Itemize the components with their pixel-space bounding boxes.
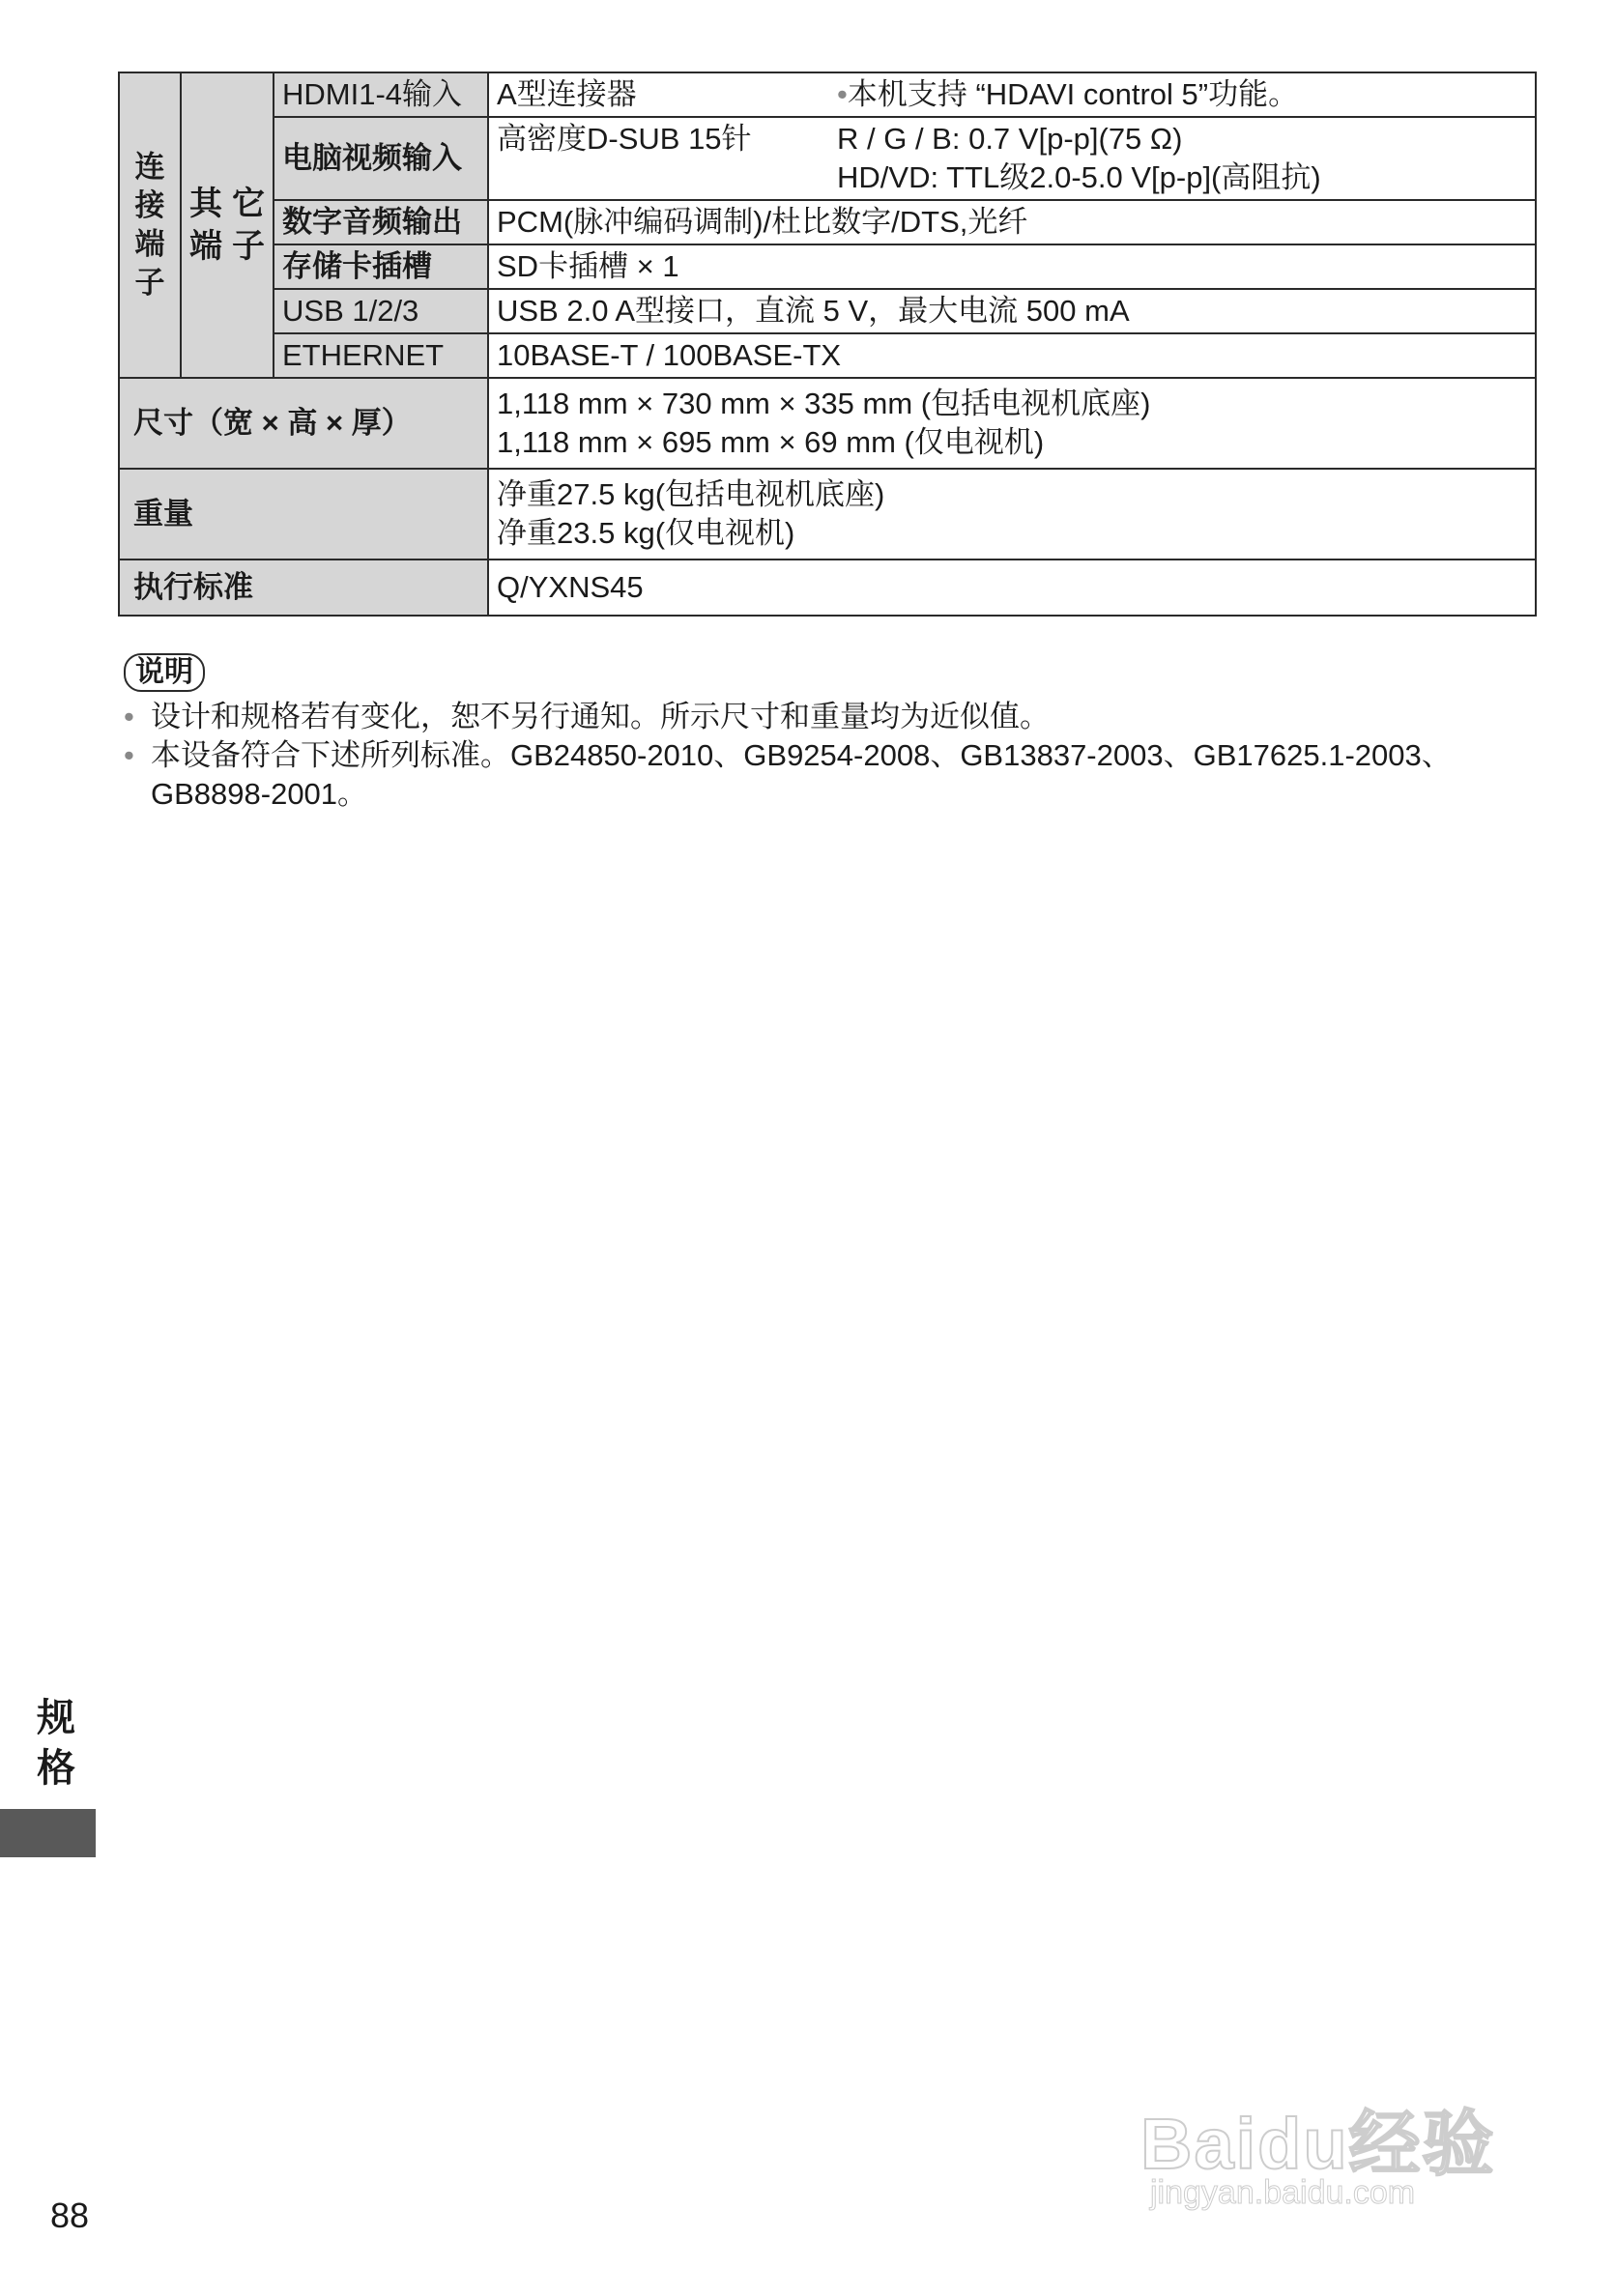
- note-text: 设计和规格若有变化，恕不另行通知。所示尺寸和重量均为近似值。: [151, 700, 1050, 733]
- table-row-usb: [119, 289, 1536, 333]
- table-row-dimensions: [119, 378, 1536, 469]
- hdmi-value: A型连接器: [497, 77, 637, 111]
- bullet-icon: •: [837, 77, 848, 111]
- group-label-char: 子: [134, 266, 165, 300]
- row-value-hdmi: [488, 72, 1536, 117]
- dimensions-line: 1,118 mm × 695 mm × 69 mm (仅电视机): [497, 425, 1045, 459]
- table-row-pc-input: [119, 117, 1536, 200]
- notes-section: [124, 652, 1535, 814]
- table-row-standard: [119, 560, 1536, 616]
- row-value-weight: [488, 469, 1536, 560]
- row-value-dimensions: [488, 378, 1536, 469]
- row-value-ethernet: 10BASE-T / 100BASE-TX: [488, 333, 1536, 378]
- subgroup-label-char: 它: [232, 186, 265, 222]
- subgroup-label-char: 其: [189, 186, 222, 222]
- section-tab-label: [29, 1693, 83, 1794]
- table-row-ethernet: [119, 333, 1536, 378]
- bullet-icon: •: [124, 738, 134, 772]
- row-label-hdmi: HDMI1-4输入: [274, 72, 488, 117]
- spec-table: [118, 72, 1537, 617]
- weight-line: 净重27.5 kg(包括电视机底座): [497, 477, 885, 511]
- group-label-char: 接: [134, 188, 165, 222]
- row-label-weight: 重量: [119, 469, 488, 560]
- row-label-ethernet: ETHERNET: [274, 333, 488, 378]
- row-label-dimensions: 尺寸（宽 × 高 × 厚）: [119, 378, 488, 469]
- pc-input-value: 高密度D-SUB 15针: [497, 122, 752, 156]
- subgroup-label-char: 端: [189, 228, 222, 265]
- row-value-usb: USB 2.0 A型接口，直流 5 V，最大电流 500 mA: [488, 289, 1536, 333]
- group-label-char: 连: [134, 150, 165, 184]
- table-row-weight: [119, 469, 1536, 560]
- watermark-url: jingyan.baidu.com: [1150, 2174, 1416, 2211]
- weight-line: 净重23.5 kg(仅电视机): [497, 516, 795, 550]
- subgroup-label-char: 子: [232, 228, 265, 265]
- subgroup-label-other: [181, 72, 274, 378]
- table-row-audio-out: [119, 200, 1536, 244]
- section-tab-bar: [0, 1809, 96, 1857]
- bullet-icon: •: [124, 700, 134, 733]
- pc-input-note: [837, 120, 1527, 197]
- row-label-usb: USB 1/2/3: [274, 289, 488, 333]
- table-row-hdmi: [119, 72, 1536, 117]
- page-number: 88: [50, 2196, 90, 2235]
- dimensions-line: 1,118 mm × 730 mm × 335 mm (包括电视机底座): [497, 387, 1151, 420]
- row-value-standard: Q/YXNS45: [488, 560, 1536, 616]
- hdmi-note-text: 本机支持 “HDAVI control 5”功能。: [847, 77, 1299, 111]
- hdmi-note: [837, 75, 1527, 114]
- row-label-audio-out: 数字音频输出: [274, 200, 488, 244]
- pc-input-note-line: R / G / B: 0.7 V[p-p](75 Ω): [837, 122, 1183, 156]
- row-label-card-slot: 存储卡插槽: [274, 244, 488, 289]
- pc-input-note-line: HD/VD: TTL级2.0-5.0 V[p-p](高阻抗): [837, 160, 1321, 194]
- note-text: 本设备符合下述所列标准。GB24850-2010、GB9254-2008、GB13837-2003、GB17625.1-2003、GB8898-2001。: [151, 738, 1452, 811]
- group-label-connectors: [119, 72, 181, 378]
- table-row-card-slot: [119, 244, 1536, 289]
- group-label-char: 端: [134, 227, 165, 261]
- row-label-pc-input: 电脑视频输入: [274, 117, 488, 200]
- watermark-logo: Baidu经验: [1140, 2104, 1496, 2184]
- section-tab-char: 规: [37, 1697, 75, 1739]
- note-item: [124, 736, 1535, 814]
- row-value-pc-input: [488, 117, 1536, 200]
- watermark: [1140, 2058, 1527, 2213]
- note-item: [124, 698, 1535, 736]
- section-tab-char: 格: [37, 1747, 75, 1790]
- row-value-audio-out: PCM(脉冲编码调制)/杜比数字/DTS,光纤: [488, 200, 1536, 244]
- row-label-standard: 执行标准: [119, 560, 488, 616]
- row-value-card-slot: SD卡插槽 × 1: [488, 244, 1536, 289]
- notes-title: 说明: [124, 653, 205, 692]
